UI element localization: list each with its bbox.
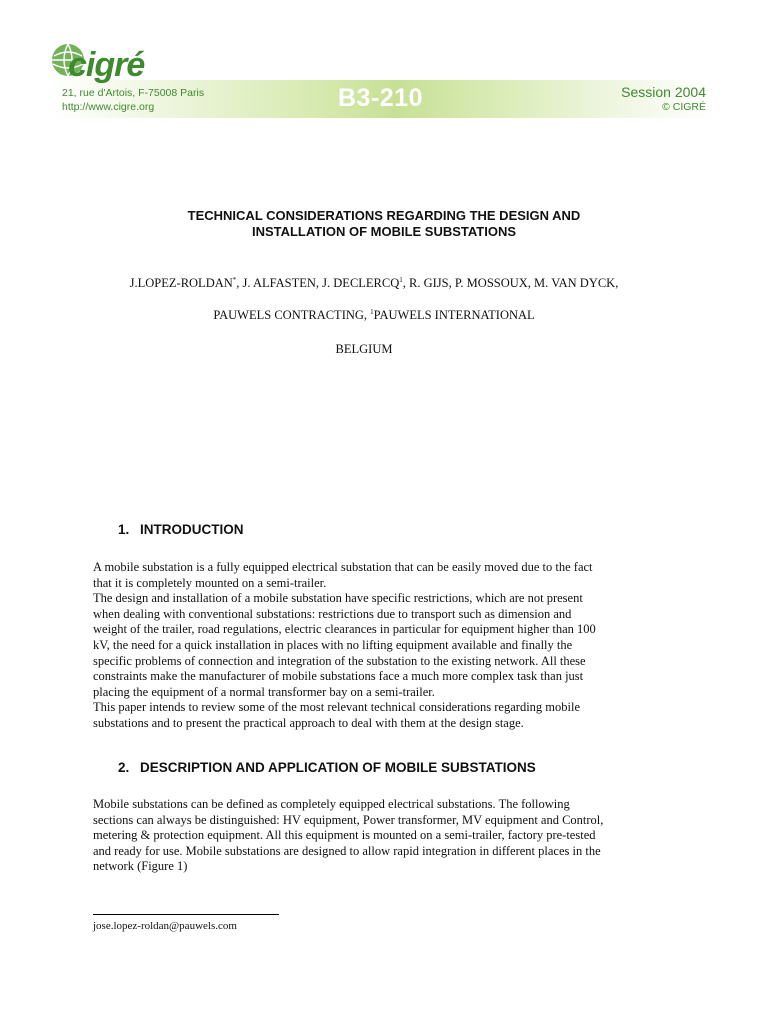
body-line: specific problems of connection and integration of the substation to the existing network. All these — [93, 653, 586, 668]
section-number: 2. — [118, 760, 130, 775]
author-rest: , R. GIJS, P. MOSSOUX, M. VAN DYCK, — [402, 276, 619, 290]
website-link[interactable]: http://www.cigre.org — [62, 101, 155, 113]
section-heading — [118, 760, 536, 775]
body-line: Mobile substations can be defined as completely equipped electrical substations. The following — [93, 797, 570, 811]
body-line: sections can always be distinguished: HV equipment, Power transformer, MV equipment and Control, — [93, 812, 604, 827]
affiliation-mark: 1 — [370, 307, 374, 316]
body-line: substations and to present the practical approach to deal with them at the design stage. — [93, 715, 524, 730]
body-line: network (Figure 1) — [93, 859, 188, 874]
country: BELGIUM — [335, 342, 393, 356]
title-line-2: INSTALLATION OF MOBILE SUBSTATIONS — [251, 224, 517, 239]
author-middle-mark: 1 — [399, 275, 403, 284]
affiliation-primary: PAUWELS CONTRACTING, — [213, 308, 371, 322]
section-body — [93, 560, 693, 732]
affiliation-secondary: PAUWELS INTERNATIONAL — [373, 308, 535, 322]
section-number: 1. — [118, 522, 130, 537]
title-line-1: TECHNICAL CONSIDERATIONS REGARDING THE DESIGN AND — [187, 208, 581, 223]
affiliation — [0, 308, 748, 323]
section-title: INTRODUCTION — [140, 522, 244, 537]
author-list — [0, 276, 748, 291]
footnote-rule — [93, 914, 279, 915]
copyright-label: © CIGRÉ — [662, 101, 706, 113]
paper-code: B3-210 — [338, 84, 423, 112]
section-title: DESCRIPTION AND APPLICATION OF MOBILE SUBSTATIONS — [140, 760, 536, 775]
section-heading — [118, 522, 244, 537]
logo-wordmark: cigré — [68, 46, 145, 84]
address-block — [62, 86, 204, 114]
body-line: that it is completely mounted on a semi-trailer. — [93, 575, 327, 590]
body-line: weight of the trailer, road regulations, electric clearances in particular for equipment higher than 100 — [93, 622, 596, 637]
body-line: and ready for use. Mobile substations are designed to allow rapid integration in different places in the — [93, 843, 601, 858]
section-body — [93, 797, 693, 875]
body-line: kV, the need for a quick installation in places with no lifting equipment available and finally the — [93, 637, 573, 652]
cigre-logo — [46, 36, 156, 90]
paper-title — [0, 208, 768, 240]
author-first-mark: * — [232, 275, 237, 284]
body-line: placing the equipment of a normal transformer bay on a semi-trailer. — [93, 684, 435, 699]
address-street: 21, rue d'Artois, F-75008 Paris — [62, 87, 205, 99]
body-line: This paper intends to review some of the most relevant technical considerations regarding mobile — [93, 700, 581, 715]
session-info — [621, 84, 706, 114]
body-line: The design and installation of a mobile substation have specific restrictions, which are not present — [93, 591, 583, 606]
session-label: Session 2004 — [621, 84, 706, 100]
footnote-email[interactable]: jose.lopez-roldan@pauwels.com — [93, 920, 237, 932]
body-line: when dealing with conventional substations: restrictions due to transport such as dimension and — [93, 606, 572, 621]
body-line: metering & protection equipment. All this equipment is mounted on a semi-trailer, factory pre-tested — [93, 828, 596, 843]
body-line: A mobile substation is a fully equipped electrical substation that can be easily moved due to the fact — [93, 560, 593, 574]
author-middle: , J. ALFASTEN, J. DECLERCQ — [236, 276, 400, 290]
body-line: constraints make the manufacturer of mobile substations face a much more complex task than just — [93, 669, 584, 684]
author-first: J.LOPEZ-ROLDAN — [129, 276, 233, 290]
